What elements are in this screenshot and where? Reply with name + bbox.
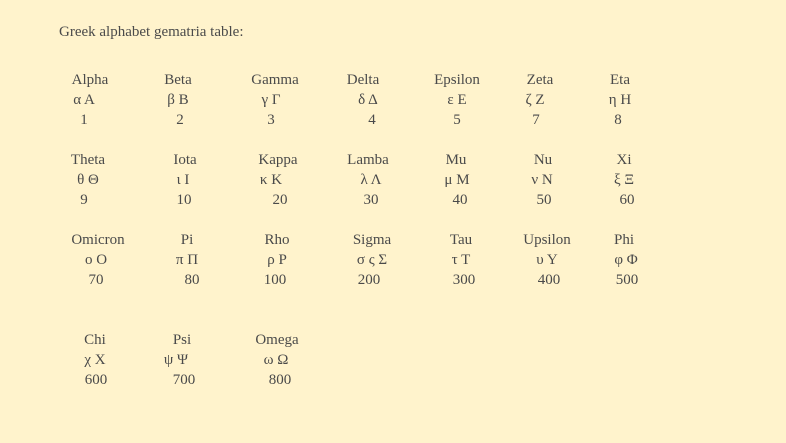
letter-cell-theta: [38, 150, 138, 210]
page-title: Greek alphabet gematria table:: [59, 24, 244, 40]
letter-value: 700: [172, 372, 196, 388]
letter-value: 50: [536, 192, 552, 208]
letter-glyphs: ρ Ρ: [267, 252, 287, 268]
letter-name: Alpha: [71, 72, 109, 88]
letter-cell-eta: [570, 70, 670, 130]
letter-name: Xi: [616, 152, 632, 168]
letter-name: Lamba: [347, 152, 389, 168]
letter-glyphs: ε Ε: [447, 92, 467, 108]
letter-value: 2: [176, 112, 184, 128]
letter-value: 300: [452, 272, 476, 288]
letter-glyphs: υ Υ: [536, 252, 558, 268]
letter-cell-psi: [132, 330, 232, 390]
letter-name: Beta: [164, 72, 192, 88]
letter-value: 70: [88, 272, 104, 288]
letter-cell-lamba: [318, 150, 418, 210]
letter-cell-kappa: [228, 150, 328, 210]
letter-name: Iota: [173, 152, 197, 168]
letter-glyphs: δ Δ: [358, 92, 378, 108]
letter-value: 500: [615, 272, 639, 288]
letter-value: 4: [368, 112, 376, 128]
letter-cell-delta: [313, 70, 413, 130]
letter-cell-xi: [574, 150, 674, 210]
letter-name: Nu: [533, 152, 553, 168]
letter-cell-beta: [128, 70, 228, 130]
letter-glyphs: ψ Ψ: [163, 352, 189, 368]
letter-cell-phi: [574, 230, 674, 290]
letter-name: Kappa: [258, 152, 298, 168]
letter-glyphs: χ Χ: [84, 352, 106, 368]
letter-value: 40: [452, 192, 468, 208]
letter-value: 3: [267, 112, 275, 128]
letter-glyphs: ν Ν: [531, 172, 553, 188]
letter-name: Mu: [445, 152, 467, 168]
letter-name: Omicron: [71, 232, 125, 248]
letter-glyphs: β Β: [167, 92, 189, 108]
letter-name: Rho: [264, 232, 290, 248]
letter-glyphs: ζ Ζ: [525, 92, 545, 108]
letter-name: Tau: [449, 232, 473, 248]
letter-value: 600: [84, 372, 108, 388]
letter-name: Pi: [180, 232, 194, 248]
letter-glyphs: η Η: [608, 92, 632, 108]
letter-cell-alpha: [40, 70, 140, 130]
letter-cell-tau: [411, 230, 511, 290]
letter-glyphs: α Α: [73, 92, 95, 108]
letter-name: Eta: [610, 72, 630, 88]
letter-value: 400: [537, 272, 561, 288]
letter-glyphs: μ Μ: [444, 172, 470, 188]
letter-cell-gamma: [225, 70, 325, 130]
letter-value: 60: [619, 192, 635, 208]
letter-value: 1: [80, 112, 88, 128]
letter-cell-rho: [227, 230, 327, 290]
letter-cell-omicron: [48, 230, 148, 290]
letter-cell-pi: [137, 230, 237, 290]
letter-cell-omega: [227, 330, 327, 390]
letter-cell-sigma: [322, 230, 422, 290]
letter-glyphs: κ Κ: [259, 172, 283, 188]
letter-glyphs: ι Ι: [176, 172, 190, 188]
letter-name: Psi: [172, 332, 192, 348]
letter-value: 800: [268, 372, 292, 388]
letter-name: Chi: [84, 332, 106, 348]
letter-glyphs: θ Θ: [77, 172, 99, 188]
letter-value: 200: [357, 272, 381, 288]
letter-name: Gamma: [251, 72, 299, 88]
letter-value: 100: [263, 272, 287, 288]
letter-glyphs: τ Τ: [451, 252, 471, 268]
letter-glyphs: ω Ω: [263, 352, 289, 368]
letter-value: 20: [272, 192, 288, 208]
letter-value: 5: [453, 112, 461, 128]
letter-name: Epsilon: [434, 72, 480, 88]
letter-name: Omega: [255, 332, 299, 348]
letter-glyphs: λ Λ: [360, 172, 382, 188]
letter-glyphs: σ ς Σ: [356, 252, 388, 268]
letter-value: 80: [184, 272, 200, 288]
letter-value: 9: [80, 192, 88, 208]
letter-glyphs: γ Γ: [261, 92, 281, 108]
letter-glyphs: π Π: [175, 252, 199, 268]
letter-name: Delta: [346, 72, 380, 88]
letter-name: Theta: [70, 152, 106, 168]
letter-name: Phi: [613, 232, 634, 248]
letter-value: 10: [176, 192, 192, 208]
letter-glyphs: φ Φ: [614, 252, 638, 268]
letter-glyphs: ο Ο: [84, 252, 108, 268]
letter-name: Upsilon: [523, 232, 571, 248]
letter-name: Zeta: [526, 72, 554, 88]
letter-value: 8: [614, 112, 622, 128]
letter-name: Sigma: [352, 232, 392, 248]
letter-glyphs: ξ Ξ: [613, 172, 635, 188]
letter-value: 30: [363, 192, 379, 208]
letter-value: 7: [532, 112, 540, 128]
